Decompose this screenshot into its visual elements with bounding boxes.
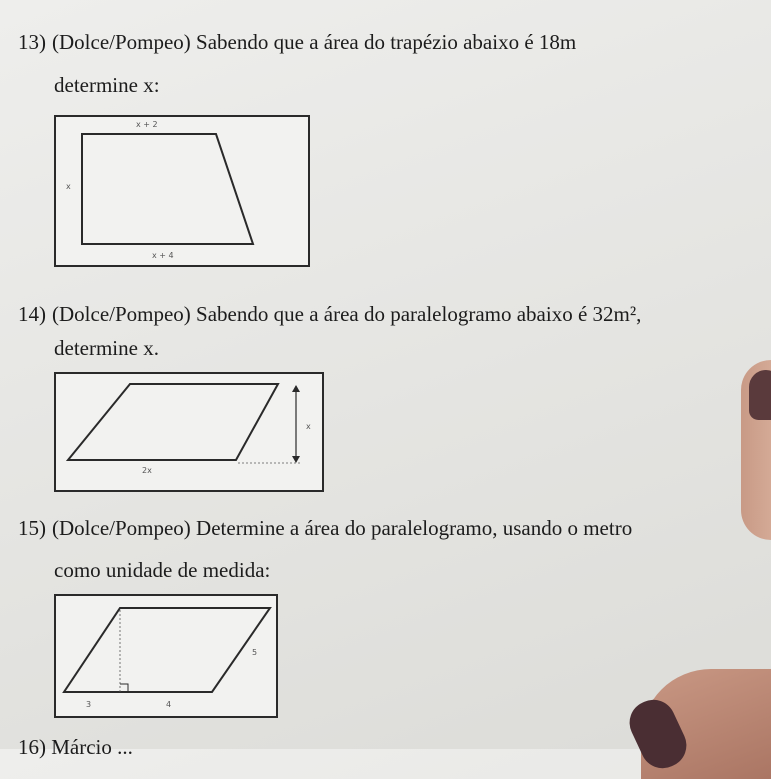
parallelogram-15-left-base-label: 3 bbox=[86, 700, 92, 709]
question-14-text: (Dolce/Pompeo) Sabendo que a área do paralelogramo abaixo é 32m², bbox=[52, 302, 642, 326]
parallelogram-figure-15 bbox=[54, 594, 278, 718]
parallelogram-15-side-label: 5 bbox=[252, 648, 258, 657]
question-15-number: 15) bbox=[18, 516, 46, 540]
finger-nail bbox=[622, 693, 693, 776]
question-13-line1 bbox=[18, 30, 576, 54]
parallelogram-figure-14 bbox=[54, 372, 324, 492]
trapezoid-side-label: x bbox=[66, 182, 71, 191]
thumb-photo-artifact bbox=[741, 360, 771, 540]
parallelogram-shape-14 bbox=[56, 374, 322, 490]
trapezoid-shape bbox=[56, 117, 308, 265]
question-14-line2: determine x. bbox=[54, 336, 159, 360]
question-14-number: 14) bbox=[18, 302, 46, 326]
finger-photo-artifact bbox=[641, 669, 771, 779]
question-15-line2: como unidade de medida: bbox=[54, 558, 271, 582]
parallelogram-shape-15 bbox=[56, 596, 276, 716]
trapezoid-bottom-label: x + 4 bbox=[152, 251, 174, 260]
question-16-cut-off: 16) Márcio ... bbox=[18, 735, 133, 759]
parallelogram-15-right-base-label: 4 bbox=[166, 700, 172, 709]
trapezoid-top-label: x + 2 bbox=[136, 120, 158, 129]
question-14-line1 bbox=[18, 302, 641, 326]
question-13-text: (Dolce/Pompeo) Sabendo que a área do trapézio abaixo é 18m bbox=[52, 30, 577, 54]
question-13-number: 13) bbox=[18, 30, 46, 54]
trapezoid-figure bbox=[54, 115, 310, 267]
question-13-line2: determine x: bbox=[54, 73, 160, 97]
question-15-line1 bbox=[18, 516, 632, 540]
question-15-text: (Dolce/Pompeo) Determine a área do paralelogramo, usando o metro bbox=[52, 516, 633, 540]
thumb-nail bbox=[749, 370, 771, 420]
parallelogram-14-side-label: x bbox=[306, 422, 311, 431]
parallelogram-14-bottom-label: 2x bbox=[142, 466, 152, 475]
